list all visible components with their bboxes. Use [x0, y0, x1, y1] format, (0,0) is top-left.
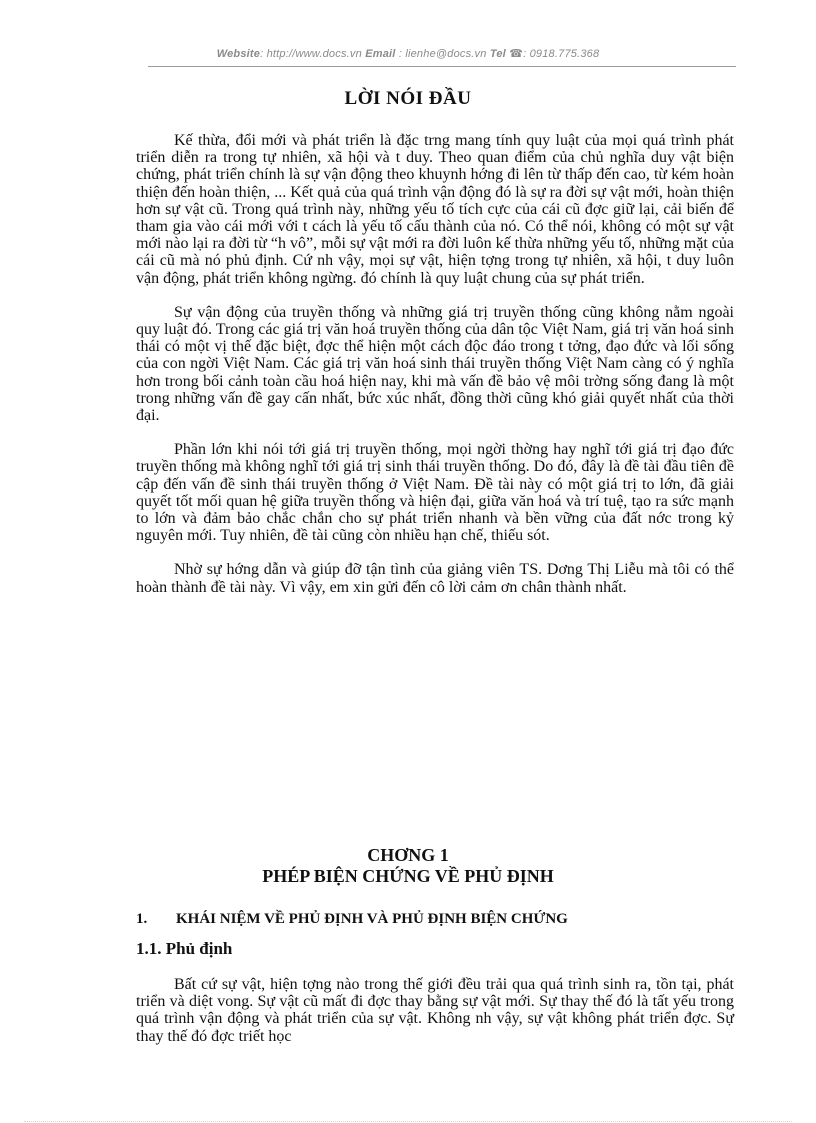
section-title: KHÁI NIỆM VỀ PHỦ ĐỊNH VÀ PHỦ ĐỊNH BIỆN CHỨNG: [176, 911, 568, 927]
header-rule: [148, 66, 736, 67]
tel-label: Tel: [489, 48, 506, 60]
preface-body: [136, 132, 734, 613]
preface-paragraph: Phần lớn khi nói tới giá trị truyền thống, mọi ngời thờng hay nghĩ tới giá trị đạo đức truyền thống mà không nghĩ tới giá trị sinh thái truyền thống. Do đó, đây là đề tài đầu tiên đề cập đến vấn đề sinh thái truyền thống ở Việt Nam. Đề tài này có một giá trị to lớn, đã giải quyết tốt mối quan hệ giữa truyền thống và hiện đại, giữa văn hoá và trí tuệ, tạo ra sức mạnh to lớn và đảm bảo chắc chắn cho sự phát triển nhanh và bền vững của đất nớc trong kỷ nguyên mới. Tuy nhiên, đề tài cũng còn nhiều hạn chế, thiếu sót.: [136, 441, 734, 545]
chapter-number: CHƠNG 1: [367, 845, 449, 865]
section-paragraph: Bất cứ sự vật, hiện tợng nào trong thế giới đều trải qua quá trình sinh ra, tồn tại, phát triển và diệt vong. Sự vật cũ mất đi đợc thay bằng sự vật mới. Sự thay thế đó là tất yếu trong quá trình vận động và phát triển của sự vật. Không nh vậy, sự vật không phát triển đợc. Sự thay thế đó đợc triết học: [136, 976, 734, 1045]
chapter-title: PHÉP BIỆN CHỨNG VỀ PHỦ ĐỊNH: [262, 866, 554, 886]
preface-paragraph: Sự vận động của truyền thống và những giá trị truyền thống cũng không nằm ngoài quy luật đó. Trong các giá trị văn hoá truyền thống của dân tộc Việt Nam, giá trị văn hoá sinh thái có một vị thế đặc biệt, đợc thể hiện một cách độc đáo trong t tởng, đạo đức và lối sống của con ngời Việt Nam. Các giá trị văn hoá sinh thái truyền thống Việt Nam càng có ý nghĩa hơn trong bối cảnh toàn cầu hoá hiện nay, khi mà vấn đề bảo vệ môi trờng sống đang là một trong những vấn đề gay cấn nhất, bức xúc nhất, đồng thời cũng khó giải quyết nhất của thời đại.: [136, 303, 734, 425]
preface-paragraph: Kế thừa, đổi mới và phát triển là đặc trng mang tính quy luật của mọi quá trình phát triển diễn ra trong tự nhiên, xã hội và t duy. Theo quan điểm của chủ nghĩa duy vật biện chứng, phát triển chính là sự vận động theo khuynh hớng đi lên từ thấp đến cao, từ kém hoàn thiện đến hoàn thiện, ... Kết quả của quá trình vận động đó là sự ra đời sự vật mới, hoàn thiện hơn sự vật cũ. Trong quá trình này, những yếu tố tích cực của cái cũ đợc giữ lại, cải biến để tham gia vào cái mới với t cách là yếu tố cấu thành của nó. Có thể nói, không có một sự vật mới nào lại ra đời từ “h vô”, mỗi sự vật mới ra đời luôn kế thừa những yếu tố, những mặt của cái cũ mà nó phủ định. Cứ nh vậy, mọi sự vật, hiện tợng trong tự nhiên, xã hội, t duy luôn vận động, phát triển không ngừng. đó chính là quy luật chung của sự phát triển.: [136, 132, 734, 287]
subsection-heading: 1.1. Phủ định: [136, 939, 233, 958]
page-title: LỜI NÓI ĐẦU: [344, 88, 472, 109]
page-header: [0, 47, 816, 60]
email-value[interactable]: : lienhe@docs.vn: [398, 48, 487, 60]
section-body: [136, 976, 734, 1045]
section-number: 1.: [136, 911, 148, 927]
tel-value: ☎: 0918.775.368: [509, 48, 600, 60]
chapter-heading: [0, 845, 816, 887]
section-heading: [136, 911, 568, 928]
page-bottom-rule: [24, 1121, 792, 1122]
website-label: Website: [216, 48, 261, 60]
email-label: Email: [365, 48, 396, 60]
website-value[interactable]: : http://www.docs.vn: [260, 48, 362, 60]
preface-paragraph: Nhờ sự hớng dẫn và giúp đỡ tận tình của giảng viên TS. Dơng Thị Liễu mà tôi có thể hoàn thành đề tài này. Vì vậy, em xin gửi đến cô lời cảm ơn chân thành nhất.: [136, 561, 734, 596]
